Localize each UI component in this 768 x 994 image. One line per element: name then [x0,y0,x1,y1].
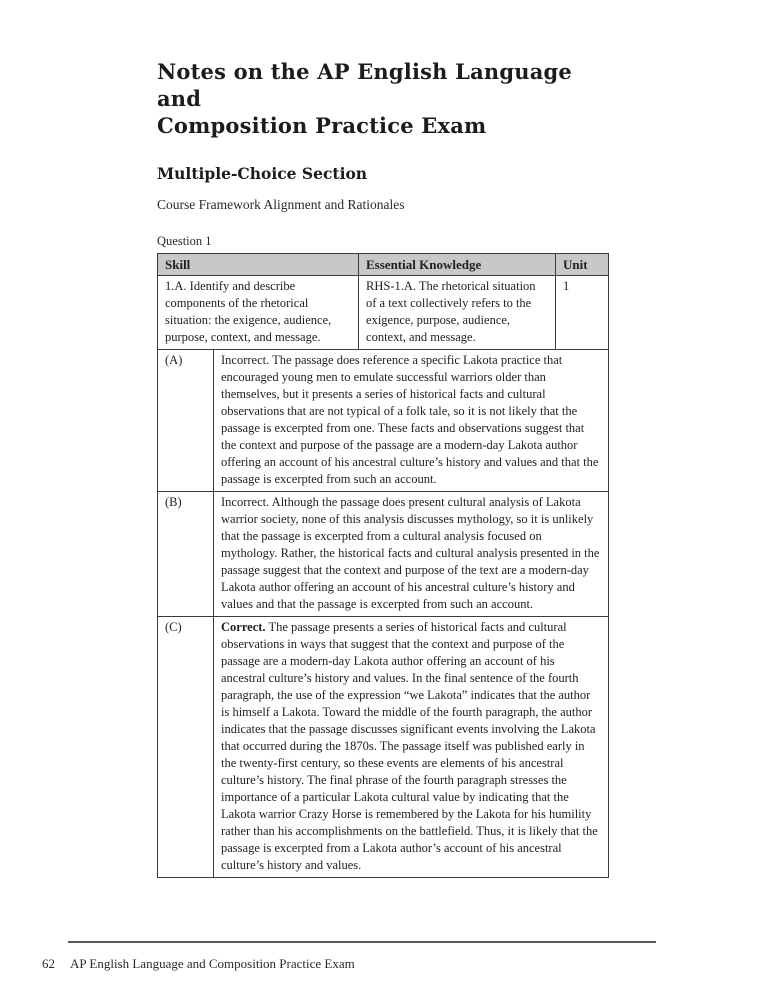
column-header-essential-knowledge: Essential Knowledge [359,254,556,276]
page-content [157,0,609,878]
answer-rationale [214,617,609,878]
answer-row-c [158,617,609,878]
column-header-skill: Skill [158,254,359,276]
answer-letter: (A) [158,350,214,492]
table-header-row [158,254,609,276]
answer-rationale [214,350,609,492]
essential-knowledge-cell: RHS-1.A. The rhetorical situation of a text collectively refers to the exigence, purpose, audience, context, and message. [359,276,556,350]
answer-text: The passage presents a series of historical facts and cultural observations in ways that suggest that the context and purpose of the passage are a modern-day Lakota author offering an account of his ancestral culture’s history and values. In the final sentence of the fourth paragraph, the use of the expression “we Lakota” indicates that the author is himself a Lakota. Toward the middle of the fourth paragraph, the author indicates that the passage discusses significant events involving the Lakota that occurred during the 1870s. The passage itself was published early in the twenty-first century, so these events are elements of his ancestral culture’s history. The final phrase of the fourth paragraph stresses the importance of a particular Lakota cultural value by indicating that the Lakota warrior Crazy Horse is remembered by the Lakota for his humility rather than his accomplishments on the battlefield. Thus, it is likely that the passage is excerpted from a Lakota author’s account of his ancestral culture’s history and values. [221,620,598,872]
document-title [157,58,609,139]
answer-row-b [158,492,609,617]
answer-text: Although the passage does present cultural analysis of Lakota warrior society, none of this analysis discusses mythology, so it is unlikely that the passage is excerpted from a cultural analysis focused on mythology. Rather, the historical facts and cultural analysis presented in the passage suggest that the context and purpose of the text are a modern-day Lakota author offering an account of his ancestral culture’s history and values and that the passage is excerpted from such an account. [221,495,600,611]
answer-text: The passage does reference a specific Lakota practice that encouraged young men to emulate successful warriors older than themselves, but it presents a series of historical facts and cultural observations that are not typical of a folk tale, so it is not likely that the passage is excerpted from one. These facts and observations suggest that the context and purpose of the passage are a modern-day Lakota author offering an account of his ancestral culture’s history and values and that the passage is excerpted from such an account. [221,353,599,486]
column-header-unit: Unit [556,254,609,276]
answer-letter: (C) [158,617,214,878]
page-number: 62 [42,956,55,971]
answer-letter: (B) [158,492,214,617]
answer-verdict-correct: Correct. [221,620,266,634]
answer-row-a [158,350,609,492]
answer-rationale [214,492,609,617]
alignment-table [157,253,609,878]
alignment-row [158,276,609,350]
document-title-line-2: Composition Practice Exam [157,113,487,138]
section-heading: Multiple-Choice Section [157,164,368,183]
answer-verdict: Incorrect. [221,495,270,509]
footer-divider [68,941,656,943]
footer-title: AP English Language and Composition Practice Exam [70,956,355,971]
page-footer [42,956,355,972]
document-title-line-1: Notes on the AP English Language and [157,59,572,111]
subsection-heading: Course Framework Alignment and Rationales [157,197,405,212]
unit-cell: 1 [556,276,609,350]
skill-cell: 1.A. Identify and describe components of the rhetorical situation: the exigence, audience, purpose, context, and message. [158,276,359,350]
question-label: Question 1 [157,234,212,248]
answer-verdict: Incorrect. [221,353,270,367]
